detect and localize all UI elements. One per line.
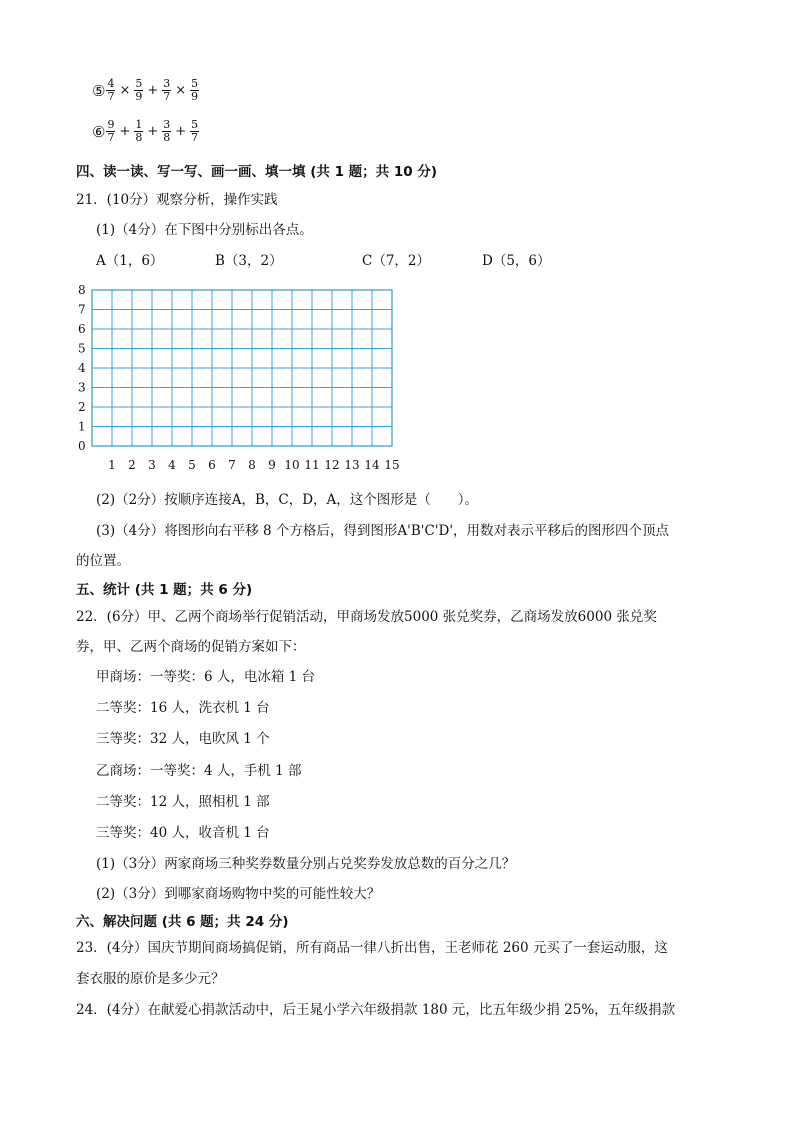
point-d: D（5，6） [482,253,551,269]
expression-5 [92,78,200,103]
operator: + [175,124,187,139]
list-item: 乙商场：一等奖：4 人，手机 1 部 [96,763,302,779]
question-text: 券，甲、乙两个商场的促销方案如下： [76,639,306,655]
x-axis-label: 15 [384,458,400,472]
question-title: 21．(10分）观察分析，操作实践 [76,192,278,208]
fraction: $\frac{5}{7}$ [191,118,199,144]
fraction: $\frac{1}{8}$ [135,118,143,144]
x-axis-label: 11 [304,458,320,472]
list-item: 二等奖：16 人，洗衣机 1 台 [96,700,270,716]
x-axis-label: 10 [284,458,300,472]
y-axis-label: 4 [78,361,86,375]
fraction: $\frac{4}{7}$ [107,77,115,103]
x-axis-label: 9 [268,458,276,472]
operator: + [119,124,131,139]
x-axis-label: 4 [168,458,176,472]
question-title: 22．(6分）甲、乙两个商场举行促销活动，甲商场发放5000 张兑奖券，乙商场发放6000 张兑奖 [76,609,657,625]
x-axis-label: 3 [148,458,156,472]
operator: + [147,124,159,139]
operator: + [147,83,159,98]
y-axis-label: 7 [78,302,86,317]
y-axis-label: 3 [78,380,86,395]
point-a: A（1，6） [96,253,164,269]
coordinate-grid [70,280,410,475]
question-part: (2)（2分）按顺序连接A，B，C，D，A，这个图形是（ ）。 [96,492,479,508]
question-part-continued: 的位置。 [76,553,130,569]
x-axis-label: 5 [188,458,196,472]
question-part: (2)（3分）到哪家商场购物中奖的可能性较大？ [96,886,381,902]
list-item: 三等奖：40 人，收音机 1 台 [96,825,270,841]
y-axis-label: 8 [78,283,86,297]
question-part: (3)（4分）将图形向右平移 8 个方格后，得到图形A'B'C'D'，用数对表示平移后的图形四个顶点 [96,523,670,539]
circled-number: ⑥ [92,122,106,141]
list-item: 甲商场：一等奖：6 人，电冰箱 1 台 [96,669,316,685]
y-axis-label: 1 [78,419,86,434]
x-axis-label: 12 [324,458,340,472]
y-axis-label: 6 [78,322,86,336]
fraction: $\frac{5}{9}$ [191,77,199,103]
y-axis-label: 0 [78,439,86,453]
fraction: $\frac{5}{9}$ [135,77,143,103]
question-title: 24．(4分）在献爱心捐款活动中，后王晁小学六年级捐款 180 元，比五年级少捐 25%，五年级捐款 [76,1002,676,1018]
x-axis-label: 2 [128,458,136,472]
circled-number: ⑤ [92,81,106,100]
x-axis-label: 8 [248,458,256,472]
operator: × [119,83,131,98]
point-c: C（7，2） [362,253,431,269]
x-axis-label: 6 [208,458,216,472]
y-axis-label: 2 [78,400,86,414]
question-part: (1)（3分）两家商场三种奖券数量分别占兑奖券发放总数的百分之几？ [96,856,516,872]
question-part: (1)（4分）在下图中分别标出各点。 [96,222,313,238]
y-axis-label: 5 [78,341,86,356]
section-heading: 五、统计 (共 1 题；共 6 分) [76,582,253,598]
section-heading: 六、解决问题 (共 6 题；共 24 分) [76,914,289,930]
list-item: 三等奖：32 人，电吹风 1 个 [96,731,270,747]
x-axis-label: 13 [344,458,360,472]
x-axis-label: 1 [108,458,116,472]
list-item: 二等奖：12 人，照相机 1 部 [96,794,270,810]
point-b: B（3，2） [215,253,283,269]
section-heading: 四、读一读、写一写、画一画、填一填 (共 1 题；共 10 分) [76,164,438,180]
fraction: $\frac{9}{7}$ [107,118,115,144]
fraction: $\frac{3}{7}$ [163,77,171,103]
x-axis-label: 7 [228,458,236,472]
fraction: $\frac{3}{8}$ [163,118,171,144]
question-text: 套衣服的原价是多少元？ [76,971,225,987]
question-title: 23．(4分）国庆节期间商场搞促销，所有商品一律八折出售，王老师花 260 元买了一套运动服，这 [76,940,668,956]
expression-6 [92,119,200,144]
x-axis-label: 14 [364,458,380,472]
operator: × [175,83,187,98]
